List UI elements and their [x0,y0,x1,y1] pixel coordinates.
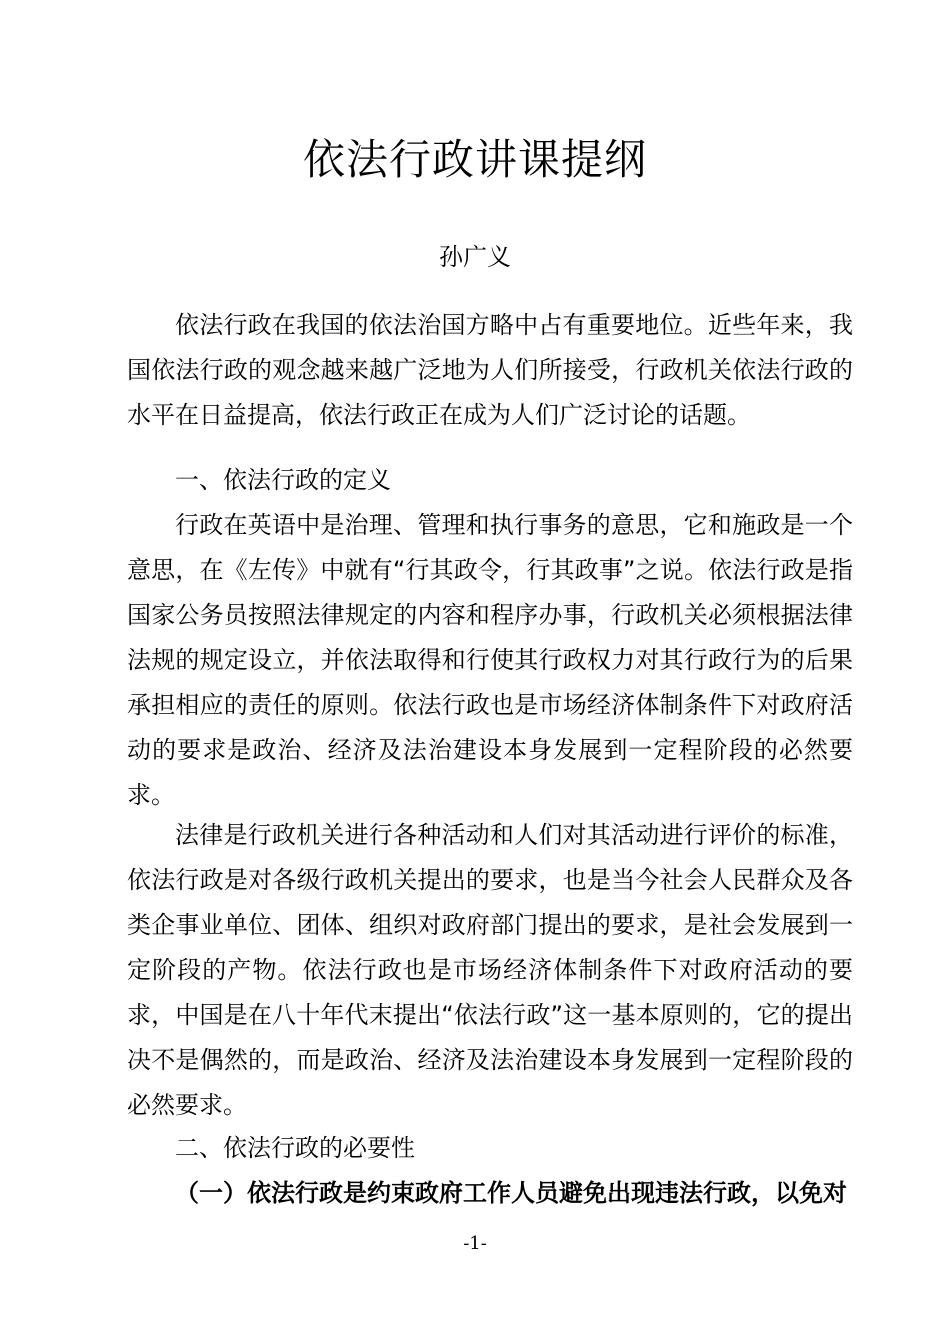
intro-block [127,303,853,438]
section-1-paragraph-1: 行政在英语中是治理、管理和执行事务的意思，它和施政是一个意思，在《左传》中就有“行其政令，行其政事”之说。依法行政是指国家公务员按照法律规定的内容和程序办事，行政机关必须根据法律法规的规定设立，并依法取得和行使其行政权力对其行政行为的后果承担相应的责任的原则。依法行政也是市场经济体制条件下对政府活动的要求是政治、经济及法治建设本身发展到一定程阶段的必然要求。 [127,511,853,809]
section-1-continued-block [127,813,853,1128]
section-1-heading: 一、依法行政的定义 [175,466,391,494]
section-1-block [127,458,853,818]
section-1-paragraph-2: 法律是行政机关进行各种活动和人们对其活动进行评价的标准，依法行政是对各级行政机关提出的要求，也是当今社会人民群众及各类企事业单位、团体、组织对政府部门提出的要求，是社会发展到一定阶段的产物。依法行政也是市场经济体制条件下对政府活动的要求，中国是在八十年代末提出“依法行政”这一基本原则的，它的提出决不是偶然的，而是政治、经济及法治建设本身发展到一定程阶段的必然要求。 [127,821,853,1119]
page-number: -1- [463,1233,487,1254]
document-author: 孙广义 [439,243,511,271]
section-2-heading: 二、依法行政的必要性 [175,1134,415,1162]
document-title: 依法行政讲课提纲 [302,135,647,184]
section-2-block [127,1126,853,1216]
intro-paragraph: 依法行政在我国的依法治国方略中占有重要地位。近些年来，我国依法行政的观念越来越广泛地为人们所接受，行政机关依法行政的水平在日益提高，依法行政正在成为人们广泛讨论的话题。 [127,311,853,429]
section-2-subheading-1: （一）依法行政是约束政府工作人员避免出现违法行政，以免对 [175,1179,847,1207]
